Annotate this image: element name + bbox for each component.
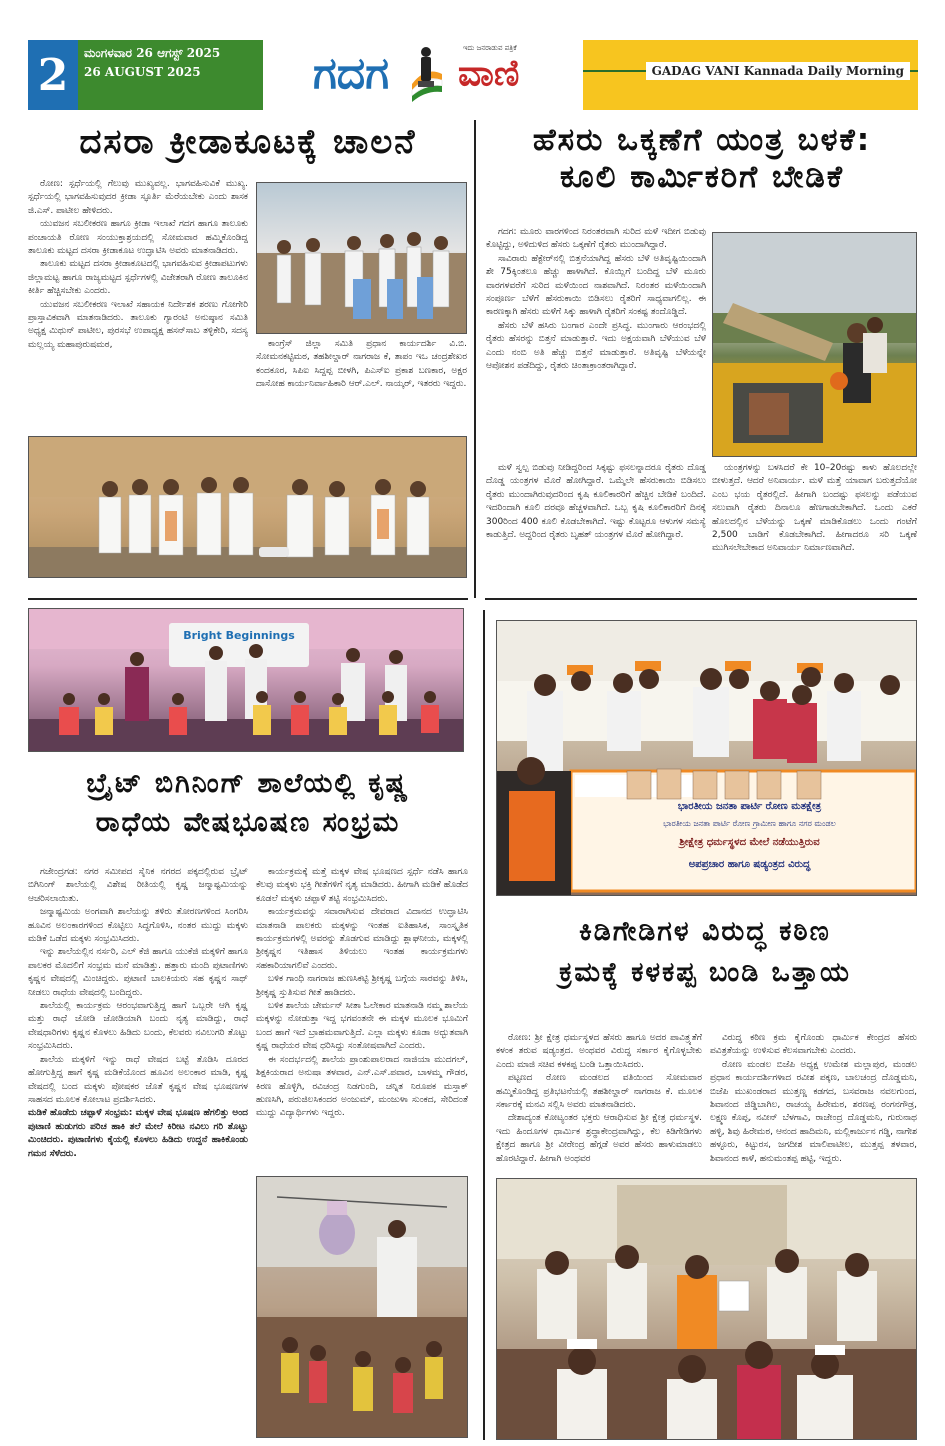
story4-paragraph: ರೋಣ ಮಂಡಲ ಬಿಜೆಪಿ ಅಧ್ಯಕ್ಷ ಉಮೇಶ ಮಲ್ಲಾಪುರ, ಮಂಡಲ ಪ್ರಧಾನ ಕಾರ್ಯದರ್ಶಿಗಳಾದ ರವೀಶ ಪಕ್ಕಣ, ಬಾಲಚಂದ್ರ ದೊಡ್ಡಮನಿ, ಬಿಜೆಪಿ ಮುಖಂಡರಾದ ಮುತ್ತಣ್ಣ ಕಡಗದ, ಬಸವರಾಜ ನವಲಗುಂದ, ಶಿವಾನಂದ ಜಿಡ್ಡಿಬಾಗಿಲ, ರಾಚಯ್ಯ ಹಿರೇಮಠ, ಶರಣಪ್ಪ ರಂಗನಗೌಡ್ರ, ಲಕ್ಷ್ಮಣ ಕೊಪ್ಪ, ನವೀನ್ ಬೆಳಗಾವಿ, ರಾಜೇಂದ್ರ ದೊಡ್ಡಮನಿ, ಗುರುನಾಥ ಹಳ್ಳಿ, ಶಿವು ಹಿರೇಮಠ, ಆನಂದ ಹಾದಿಮನಿ, ಮಲ್ಲಿಕಾರ್ಜುನ ಗಡ್ಡಿ, ನಾಗೇಶ ಹಳ್ಳೂರು, ಕಿಟ್ಟುರಸ, ಜಗದೀಶ ಮಾಲಿಪಾಟೀಲ, ಮುತ್ತಪ್ಪ ತಳವಾರ, ಶಿವಾನಂದ ಕಾಳೆ, ಹನುಮಂತಪ್ಪ ಹಟ್ಟಿ, ಇದ್ದರು.: [710, 1059, 917, 1164]
story3-headline: [28, 764, 468, 842]
column-divider-top: [474, 120, 476, 598]
newspaper-logo: [263, 40, 583, 110]
story3-paragraph: ಈ ಸಂದರ್ಭದಲ್ಲಿ ಶಾಲೆಯ ಪ್ರಾಂಶುಪಾಲರಾದ ನಾಜಿಯಾ ಮುದಗಲ್, ಶಿಕ್ಷಕಿಯರಾದ ಅನುಷಾ ತಳವಾರ, ಎನ್.ಎಸ್.ಪವಾರ, ಬಾಳಮ್ಮ ಗೌಡರ, ಕಿರಣ ಹೊಳ್ಳಿಗಿ, ರವಿಚಂದ್ರ ನಿಡಗುಂದಿ, ಚನ್ನಿತ ನಿರೂಪಕ ಮಸ್ತಾಕ್ ಹುಣಸಿಗಿ, ಪರುಜಿಲಸಿಕಂದರ ಅಂಜುಮ್, ಮಂಜುಳಾ ಸುಂಕದ, ಸೇರಿದಂತೆ ಮುದ್ದು ವಿದ್ಯಾರ್ಥಿಗಳು ಇದ್ದರು.: [256, 1054, 468, 1119]
story1-paragraph: ಯುವಜನ ಸಬಲೀಕರಣ ಇಲಾಖೆ ಸಹಾಯಕ ನಿರ್ದೇಶಕ ಶರಣು ಗೋಗೇರಿ ಪ್ರಾಸ್ತಾವಿಕವಾಗಿ ಮಾತನಾಡಿದರು. ತಾಲೂಕು ಗ್ಯಾರಂಟಿ ಅನುಷ್ಠಾನ ಸಮಿತಿ ಅಧ್ಯಕ್ಷ ಮಿಥುನ್ ಪಾಟೀಲ, ಪುರಸಭೆ ಉಪಾಧ್ಯಕ್ಷ ಹಸನ್‌ಸಾಬ ತಳ್ಳಿಕೇರಿ, ಸದಸ್ಯ ಮಲ್ಲಯ್ಯ ಮಹಾಪುರುಷಮಠ,: [28, 299, 248, 350]
story3-headline-line2: ರಾಧೆಯ ವೇಷಭೂಷಣ ಸಂಭ್ರಮ: [95, 807, 401, 839]
story3-photo-pot-breaking: [256, 1176, 468, 1438]
story4-headline-line2: ಕ್ರಮಕ್ಕೆ ಕಳಕಪ್ಪ ಬಂಡಿ ಒತ್ತಾಯ: [559, 956, 851, 988]
threshing-machine-photo-icon: [713, 233, 917, 457]
story2-body-top: [486, 226, 706, 461]
story3-subhead-paragraph: ಮಡಿಕೆ ಹೊಡೆದು ಚಪ್ಪಾಳೆ ಸಂಭ್ರಮ: ಮಕ್ಕಳ ವೇಷ ಭೂಷಣ ಹೆಗಲಿತ್ತು ಅಂದ ಪುಟಾಣಿ ಹುಡುಗರು ಪರಿಚ ಹಾಕಿ ತಲೆ ಮೇಲೆ ಕಿರೀಟ ನವಿಲು ಗರಿ ತೊಟ್ಟು ಮಿಂಚಿದರು. ಪುಟಾಣಿಗಳು ಕೈಯಲ್ಲಿ ಕೊಳಲು ಹಿಡಿದು ಉದ್ದನೆ ಹಾಕಿಕೊಂಡು ಗಮನ ಸೆಳೆದರು.: [28, 1108, 248, 1159]
story3-body-left: [28, 866, 248, 1440]
masthead: [28, 40, 918, 110]
story1-paragraph: ಕಾಂಗ್ರೆಸ್ ಜಿಲ್ಲಾ ಸಮಿತಿ ಪ್ರಧಾನ ಕಾರ್ಯದರ್ಶಿ ವಿ.ಬಿ. ಸೋಮನಕಟ್ಟಿಮಠ, ತಹಶೀಲ್ದಾರ್ ನಾಗರಾಜ ಕೆ, ತಾಪಂ ಇಒ ಚಂದ್ರಶೇಖರ ಕಂದಕೂರ, ಸಿಪಿಐ ಸಿದ್ದಪ್ಪ ಬೀಳಗಿ, ಪಿಎಸ್ಐ ಪ್ರಕಾಶ ಬಣಕಾರ, ಅಕ್ಷರ ದಾಸೋಹ ಕಾರ್ಯನಿರ್ವಾಹಿಕಾರಿ ಆರ್.ಎಲ್. ನಾಯ್ಕರ್, ಇತರರು ಇದ್ದರು.: [256, 339, 467, 390]
story4-paragraph: ರೋಣ: ಶ್ರೀ ಕ್ಷೇತ್ರ ಧರ್ಮಸ್ಥಳದ ಹೆಸರು ಹಾಗೂ ಅದರ ಪಾವಿತ್ರ್ಯತೆಗೆ ಕಳಂಕ ತರುವ ಷಡ್ಯಂತ್ರದ. ಅಂಥವರ ವಿರುದ್ಧ ಸರ್ಕಾರ ಕೈಗೊಳ್ಳಬೇಕು ಎಂದು ಮಾಜಿ ಸಚಿವ ಕಳಕಪ್ಪ ಬಂಡಿ ಒತ್ತಾಯಿಸಿದರು.: [496, 1033, 702, 1070]
story2-body-bottom-right: [712, 462, 917, 597]
logo-tagline: ಇದು ಜನರಾಡುವ ಪತ್ರಿಕೆ: [463, 44, 517, 52]
story3-paragraph: ಶಾಲೆಯ ಮಕ್ಕಳಿಗೆ ಇನ್ನು ರಾಧೆ ವೇಷದ ಬಟ್ಟೆ ತೊಡಿಸಿ ದೂರದ ಹೋಗುತ್ತಿದ್ದ ಹಾಗೆ ಕೃಷ್ಣ ಮಡಿಕೆಯೊಂದ ಹೂವಿನ ಅಲಂಕಾರ ಮಾಡಿ, ಕೃಷ್ಣ ವೇಷದಲ್ಲಿ ಬಂದ ಮಕ್ಕಳು ಪೋಷಕರ ಜೊತೆ ಕೃಷ್ಣನ ವೇಷ ಭೂಷಣಗಳ ಸಾಹಸದ ಮೂಲಕ ಕೋಲಾಟ ಪ್ರದರ್ಶಿಸಿದರು.: [28, 1054, 248, 1105]
story2-paragraph: ಯಂತ್ರಗಳನ್ನು ಬಳಸಿದರೆ ಕೇ 10–20ರಷ್ಟು ಕಾಳು ಹೊಲದಲ್ಲೇ ಬೀಳುತ್ತದೆ. ಆದರೆ ಅನಿವಾರ್ಯ. ಮಳೆ ಮತ್ತೆ ಯಾವಾಗ ಬರುತ್ತದೆಯೋ ಎಂಬ ಭಯ ರೈತರಲ್ಲಿದೆ. ಹೀಗಾಗಿ ಬಂದಷ್ಟು ಫಸಲನ್ನು ಪಡೆಯುವ ಸಲುವಾಗಿ ರೈತರು ದಿನಾಲೂ ಹೆಣಗಾಡಬೇಕಾಗಿದೆ. ಒಂದು ಎಕರೆ ಹೊಲದಲ್ಲಿನ ಬೆಳೆಯನ್ನು ಒಕ್ಕಣೆ ಮಾಡಿಕೊಡಲು ಒಂದು ಗಂಟೆಗೆ 2,500 ಬಾಡಿಗೆ ಕೊಡಬೇಕಾಗಿದೆ. ಹೀಗಾದರೂ ಸರಿ ಒಕ್ಕಣೆ ಮುಗಿಸಲೇಬೇಕಾದ ಅನಿವಾರ್ಯ ನಿರ್ಮಾಣವಾಗಿದೆ.: [712, 463, 917, 554]
story3-paragraph: ಜನ್ಮಾಷ್ಟಮಿಯ ಅಂಗವಾಗಿ ಶಾಲೆಯನ್ನು ತಳಿರು ತೋರಣಗಳಿಂದ ಸಿಂಗರಿಸಿ ಹೂವಿನ ಅಲಂಕಾರಗಳಿಂದ ಕೊಟ್ಟಿಲು ಸಿದ್ಧಗೊಳಿಸಿ, ನಂತರ ಮುದ್ದು ಮಕ್ಕಳು ಮಡಿಕೆ ಒಡೆದ ಮಕ್ಕಳು ಸಂಭ್ರಮಿಸಿದರು.: [28, 907, 248, 945]
stage-banner-text: Bright Beginnings: [183, 629, 295, 642]
banner-line3: ಶ್ರೀಕ್ಷೇತ್ರ ಧರ್ಮಸ್ಥಳದ ಮೇಲೆ ನಡೆಯುತ್ತಿರುವ: [679, 837, 820, 848]
story3-paragraph: ಇನ್ನು ಶಾಲೆಯಲ್ಲಿನ ನರ್ಸರಿ, ಎಲ್ ಕೆಜಿ ಹಾಗೂ ಯುಕೆಜಿ ಮಕ್ಕಳಿಗೆ ಹಾಗೂ ಪಾಲಕರ ಮೊದಲಿಗೆ ಸಂಭ್ರಮ ಮನೆ ಮಾಡಿತ್ತು. ಹತ್ತಾರು ಮಂದಿ ಪುಟಾಣಿಗಳು ಕೃಷ್ಣನ ವೇಷದಲ್ಲಿ ಮಿಂಚಿದ್ದರು. ಪುಟಾಣಿ ಬಾಲಕಿಯರು ಸಹ ಕೃಷ್ಣನ ಸಾಥ್ ನೀಡಲು ರಾಧೆಯ ವೇಷದಲ್ಲಿ ಬಂದಿದ್ದರು.: [28, 947, 248, 998]
story4-paragraph: ವಿರುದ್ಧ ಕಠಿಣ ಕ್ರಮ ಕೈಗೊಂಡು ಧಾರ್ಮಿಕ ಕೇಂದ್ರದ ಹೆಸರು ಪವಿತ್ರತೆಯನ್ನು ಉಳಿಸುವ ಕೆಲಸವಾಗಬೇಕು ಎಂದರು.: [710, 1033, 917, 1057]
story4-body-left: [496, 1032, 702, 1168]
story4-paragraph: ದೇಶಾದ್ಯಂತ ಕೋಟ್ಯಂತರ ಭಕ್ತರು ಆರಾಧಿಸುವ ಶ್ರೀ ಕ್ಷೇತ್ರ ಧರ್ಮಸ್ಥಳ. ಇದು ಹಿಂದೂಗಳ ಧಾರ್ಮಿಕ ಶ್ರದ್ಧಾಕೇಂದ್ರವಾಗಿದ್ದು, ಕೆಲ ಕಿಡಿಗೇಡಿಗಳು ಕ್ಷೇತ್ರದ ಹಾಗೂ ಶ್ರೀ ವೀರೇಂದ್ರ ಹೆಗ್ಗಡೆ ಅವರ ಹೆಸರು ಹಾಳುಮಾಡಲು ಹೊರಟಿದ್ದಾರೆ. ಹೀಗಾಗಿ ಅಂಥವರ: [496, 1113, 702, 1164]
story4-body-right: [710, 1032, 917, 1168]
paper-name: GADAG VANI Kannada Daily Morning: [646, 62, 910, 80]
story2-headline: [486, 122, 918, 195]
story2-body-bottom-left: [486, 462, 706, 597]
section-divider-right: [485, 598, 917, 600]
story1-paragraph: ತಾಲೂಕು ಮಟ್ಟದ ದಸರಾ ಕ್ರೀಡಾಕೂಟದಲ್ಲಿ ಭಾಗವಹಿಸುವ ಕ್ರೀಡಾಪಟುಗಳು ಜಿಲ್ಲಾಮಟ್ಟ ಹಾಗೂ ರಾಜ್ಯಮಟ್ಟದ ಸ್ಪರ್ಧೆಗಳಲ್ಲಿ ವಿಜೇತರಾಗಿ ರೋಣ ತಾಲೂಕಿನ ಕೀರ್ತಿ ಹೆಚ್ಚಿಸಬೇಕು ಎಂದರು.: [28, 259, 248, 297]
column-divider-bottom: [483, 610, 485, 1440]
section-divider-left: [28, 598, 468, 600]
logo-word-vani: ವಾಣಿ: [458, 52, 520, 94]
story1-paragraph: ಯುವಜನ ಸಬಲೀಕರಣ ಹಾಗೂ ಕ್ರೀಡಾ ಇಲಾಖೆ ಗದಗ ಹಾಗೂ ತಾಲೂಕು ಪಂಚಾಯತಿ ರೋಣ ಸಂಯುಕ್ತಾಶ್ರಯದಲ್ಲಿ ಸೋಮವಾರ ಹಮ್ಮಿಕೊಂಡಿದ್ದ ತಾಲೂಕು ಮಟ್ಟದ ದಸರಾ ಕ್ರೀಡಾಕೂಟ ಉದ್ಘಾಟಿಸಿ ಅವರು ಮಾತನಾಡಿದರು.: [28, 219, 248, 257]
story2-photo-threshing: [712, 232, 917, 457]
story3-paragraph: ಬಳಿಕ ಗಾಂಧಿ ನಾಗರಾಜ ಹುಣಸಿಕಟ್ಟಿ ಶ್ರೀಕೃಷ್ಣ ಬಗ್ಗೆಯ ಸಾರವನ್ನು ತಿಳಿಸಿ, ಶ್ರೀಕೃಷ್ಣ ಸ್ತುತಿಸುವ ಗೀತೆ ಹಾಡಿದರು.: [256, 974, 468, 998]
date-block: [78, 40, 263, 110]
story2-headline-line2: ಕೂಲಿ ಕಾರ್ಮಿಕರಿಗೆ ಬೇಡಿಕೆ: [559, 158, 845, 195]
story1-photo-students: [256, 182, 467, 334]
story3-paragraph: ಕಾರ್ಯಕ್ರಮಕ್ಕೆ ಮತ್ತೆ ಮಕ್ಕಳ ವೇಷ ಭೂಷಣದ ಸ್ಪರ್ಧೆ ನಡೆಸಿ ಹಾಗೂ ಕೆಲವು ಮಕ್ಕಳು ಭಕ್ತಿ ಗೀತೆಗಳಿಗೆ ನೃತ್ಯ ಮಾಡಿದರು. ಹೀಗಾಗಿ ಮಡಿಕೆ ಹೊಡೆದ ಕೂಡಲೆ ಮಕ್ಕಳು ಚಪ್ಪಾಳೆ ತಟ್ಟಿ ಸಂಭ್ರಮಿಸಿದರು.: [256, 867, 468, 904]
logo-word-gadag: ಗದಗ: [313, 48, 390, 99]
story4-headline-line1: ಕಿಡಿಗೇಡಿಗಳ ವಿರುದ್ಧ ಕಠಿಣ: [579, 916, 831, 947]
statue-logo-icon: [408, 44, 444, 106]
dignitaries-photo-icon: [29, 437, 467, 578]
story3-photo-stage: [28, 608, 464, 752]
banner-line4: ಅಪಪ್ರಚಾರ ಹಾಗೂ ಷಡ್ಯಂತ್ರದ ವಿರುದ್ಧ: [688, 859, 811, 870]
story3-headline-line1: ಬ್ರೈಟ್ ಬಿಗಿನಿಂಗ್ ಶಾಲೆಯಲ್ಲಿ ಕೃಷ್ಣ: [86, 768, 410, 799]
story2-paragraph: ಗದಗ: ಮೂರು ವಾರಗಳಿಂದ ನಿರಂತರವಾಗಿ ಸುರಿದ ಮಳೆ ಇದೀಗ ಬಿಡುವು ಕೊಟ್ಟಿದ್ದು, ಅಳಿದುಳಿದ ಹೆಸರು ಒಕ್ಕಣೆಗೆ ರೈತರು ಮುಂದಾಗಿದ್ದಾರೆ.: [486, 227, 706, 251]
story3-paragraph: ಬಳಿಕ ಶಾಲೆಯ ಚೇರ್ಮನ್ ಸೀತಾ ಓಲೇಕಾರ ಮಾತನಾಡಿ ನಮ್ಮ ಶಾಲೆಯ ಮಕ್ಕಳನ್ನು ನೋಡುತ್ತಾ ಇದ್ದ ಭಗವಂತನೇ ಈ ಮಕ್ಕಳ ಮೂಲಕ ಭೂಮಿಗೆ ಬಂದ ಹಾಗೆ ಇದೆ ಬ್ರಾಹಮವಾಗುತ್ತಿದೆ. ಎಲ್ಲಾ ಮಕ್ಕಳು ಕೂಡಾ ಅದ್ಭುತವಾಗಿ ಕೃಷ್ಣ ರಾಧೆಯರ ವೇಷ ಧರಿಸಿದ್ದು ಸಂತೋಷವಾಗಿದೆ ಎಂದರು.: [256, 1001, 468, 1052]
story2-paragraph: ಹೆಸರು ಬೆಳೆ ಹಸಿರು ಬಂಗಾರ ಎಂದೇ ಪ್ರಸಿದ್ಧ. ಮುಂಗಾರು ಆರಂಭದಲ್ಲಿ ರೈತರು ಹೆಸರನ್ನು ಬಿತ್ತನೆ ಮಾಡುತ್ತಾರೆ. ಇದು ಅಕ್ಷಯವಾಗಿ ಬೆಳೆಯುವ ಬೆಳೆ ಎಂದು ನಂಬಿ ಅತಿ ಹೆಚ್ಚು ಬಿತ್ತನೆ ಮಾಡುತ್ತಾರೆ. ಅತಿವೃಷ್ಟಿ ಬೆಳೆಯನ್ನೇ ಆಪೋಶನ ಪಡೆದಿದ್ದು, ರೈತರು ಚಿಂತಾಕ್ರಾಂತರಾಗಿದ್ದಾರೆ.: [486, 320, 706, 372]
protest-photo-icon: [497, 621, 917, 896]
banner-line1: ಭಾರತೀಯ ಜನತಾ ಪಾರ್ಟಿ ರೋಣ ಮತಕ್ಷೇತ್ರ: [677, 801, 822, 812]
masthead-ribbon: [583, 40, 918, 110]
story4-photo-memorandum: [496, 1178, 917, 1440]
date-english: 26 AUGUST 2025: [84, 65, 201, 79]
story3-body-right: [256, 866, 468, 1168]
story1-body-right: [256, 338, 467, 424]
story3-paragraph: ಕಾರ್ಯಕ್ರಮವನ್ನು ಸವಾರಾಗಿಸುವ ದೇವರಾದ ವಿದಾನದ ಉದ್ಘಾಟಿಸಿ ಮಾತನಾಡಿ ಪಾಲಕರು ಮಕ್ಕಳನ್ನು ಇಂತಹ ಐತಿಹಾಸಿಕ, ಸಾಂಸ್ಕೃತಿಕ ಕಾರ್ಯಕ್ರಮಗಳಲ್ಲಿ ಅವರನ್ನು ತೊಡಗುವ ಮಾಡಿದ್ದು ಶ್ಲಾಘನೀಯ, ಮಕ್ಕಳಲ್ಲಿ ಶ್ರೀಕೃಷ್ಣನ ಇತಿಹಾಸ ತಿಳಿಯಲು ಇಂತಹ ಕಾರ್ಯಕ್ರಮಗಳು ಸಹಕಾರಿಯಾಗಲಿವೆ ಎಂದರು.: [256, 907, 468, 971]
memorandum-photo-icon: [497, 1179, 917, 1440]
story1-headline: ದಸರಾ ಕ್ರೀಡಾಕೂಟಕ್ಕೆ ಚಾಲನೆ: [79, 122, 417, 162]
story2-paragraph: ಸಾವಿರಾರು ಹೆಕ್ಟೇರ್‌ನಲ್ಲಿ ಬಿತ್ತನೆಯಾಗಿದ್ದ ಹೆಸರು ಬೆಳೆ ಅತಿವೃಷ್ಟಿಯಿಂದಾಗಿ ಶೇ 75ಕ್ಕಿಂತಲೂ ಹೆಚ್ಚು ಹಾಳಾಗಿದೆ. ಕೊಯ್ಲಿಗೆ ಬಂದಿದ್ದ ಬೆಳೆ ಮೂರು ವಾರಗಳವರೆಗೆ ಸುರಿದ ಮಳೆಯಿಂದ ನಾಶವಾಗಿದೆ. ನಿರಂತರ ಮಳೆಯಿಂದಾಗಿ ಸಂಪೂರ್ಣ ಬೆಳೆಗೆ ಹೆಸರುಕಾಯಿ ಬಿಡಿಸಲು ರೈತರಿಗೆ ಸಾಧ್ಯವಾಗಲಿಲ್ಲ. ಈ ಕಾರಣಕ್ಕಾಗಿ ಹೆಸರು ಮಳೆಗೆ ಸಿಕ್ಕು ಹಾಳಾಗಿ ರೈತರಿಗೆ ಸಂಕಷ್ಟ ತಂದೊಡ್ಡಿದೆ.: [486, 253, 706, 318]
story4-paragraph: ಪಟ್ಟಣದ ರೋಣ ಮಂಡಲದ ವತಿಯಿಂದ ಸೋಮವಾರ ಹಮ್ಮಿಕೊಂಡಿದ್ದ ಪ್ರತಿಭಟನೆಯಲ್ಲಿ ತಹಶೀಲ್ದಾರ್ ನಾಗರಾಜ ಕೆ. ಮೂಲಕ ಸರ್ಕಾರಕ್ಕೆ ಮನವಿ ಸಲ್ಲಿಸಿ ಅವರು ಮಾತನಾಡಿದರು.: [496, 1073, 702, 1111]
story2-paragraph: ಮಳೆ ಸ್ವಲ್ಪ ಬಿಡುವು ನೀಡಿದ್ದರಿಂದ ಸಿಕ್ಕಷ್ಟು ಫಸಲನ್ನಾದರೂ ರೈತರು ದೊಡ್ಡ ದೊಡ್ಡ ಯಂತ್ರಗಳ ಮೊರೆ ಹೋಗಿದ್ದಾರೆ. ಒಮ್ಮೆಲೇ ಹೆಸರುಕಾಯಿ ಬಿಡಿಸಲು ರೈತರು ಮುಂದಾಗಿರುವುದರಿಂದ ಕೃಷಿ ಕೂಲಿಕಾರರಿಗೆ ಹೆಚ್ಚಿನ ಬೇಡಿಕೆ ಬಂದಿದೆ. ಇದರಿಂದಾಗಿ ಕೂಲಿ ದರವೂ ಹೆಚ್ಚಳವಾಗಿದೆ. ಒಬ್ಬ ಕೃಷಿ ಕೂಲಿಕಾರರಿಗೆ ದಿನಕ್ಕೆ 300ರಿಂದ 400 ಕೂಲಿ ಕೊಡಬೇಕಾಗಿದೆ. ಇಷ್ಟು ಕೊಟ್ಟರೂ ಆಳುಗಳ ಸಮಸ್ಯೆ ಕಾಡುತ್ತಿದೆ. ಅದ್ದರಿಂದ ರೈತರು ಬೃಹತ್ ಯಂತ್ರಗಳ ಮೊರೆ ಹೋಗಿದ್ದಾರೆ.: [486, 463, 706, 541]
story1-paragraph: ರೋಣ: ಸ್ಪರ್ಧೆಯಲ್ಲಿ ಗೆಲುವು ಮುಖ್ಯವಲ್ಲ. ಭಾಗವಹಿಸುವಿಕೆ ಮುಖ್ಯ. ಸ್ಪರ್ಧೆಯಲ್ಲಿ ಭಾಗವಹಿಸುವುದರ ಕ್ರೀಡಾ ಸ್ಫೂರ್ತಿ ಮೆರೆಯಬೇಕು ಎಂದು ಶಾಸಕ ಜಿ.ಎಸ್. ಪಾಟೀಲ ಹೇಳಿದರು.: [28, 179, 248, 216]
students-photo-icon: [257, 183, 467, 334]
story2-headline-line1: ಹೆಸರು ಒಕ್ಕಣೆಗೆ ಯಂತ್ರ ಬಳಕೆ:: [532, 122, 872, 158]
story4-photo-protest: [496, 620, 917, 896]
story1-body-left: [28, 178, 248, 420]
page-number: 2: [28, 40, 78, 110]
story3-paragraph: ಗಜೇಂದ್ರಗಡ: ನಗರ ಸಮೀಪದ ಸೈನಿಕ ನಗರದ ಪಕ್ಕದಲ್ಲಿರುವ ಬ್ರೈಟ್ ಬಿಗಿನಿಂಗ್ ಶಾಲೆಯಲ್ಲಿ ವಿಶೇಷ ರೀತಿಯಲ್ಲಿ ಕೃಷ್ಣ ಜನ್ಮಾಷ್ಟಮಿಯನ್ನು ಆಚರಿಸಲಾಯಿತು.: [28, 867, 248, 904]
banner-line2: ಭಾರತೀಯ ಜನತಾ ಪಾರ್ಟಿ ರೋಣ ಗ್ರಾಮೀಣ ಹಾಗೂ ನಗರ ಮಂಡಲ: [663, 819, 836, 828]
pot-breaking-photo-icon: [257, 1177, 468, 1438]
story3-paragraph: ಶಾಲೆಯಲ್ಲಿ ಕಾರ್ಯಕ್ರಮ ಆರಂಭವಾಗುತ್ತಿದ್ದ ಹಾಗೆ ಒಬ್ಬರೇ ಆಗಿ ಕೃಷ್ಣ ಮತ್ತು ರಾಧೆ ಜೋಡಿ ಜೋಡಿಯಾಗಿ ಬಂದು ನೃತ್ಯ ಮಾಡಿದ್ದು, ರಾಧೆ ವೇಷಧಾರಿಗಳು ಕೃಷ್ಣನ ಕೊಳಲು ಹಿಡಿದು ಬಂದು, ಕೆಲವರು ನವಿಲುಗರಿ ತೊಟ್ಟು ಸಂಭ್ರಮಿಸಿದರು.: [28, 1001, 248, 1052]
story1-photo-dignitaries: [28, 436, 467, 578]
date-kannada: ಮಂಗಳವಾರ 26 ಆಗಸ್ಟ್ 2025: [84, 46, 221, 60]
story4-headline: [492, 912, 918, 993]
